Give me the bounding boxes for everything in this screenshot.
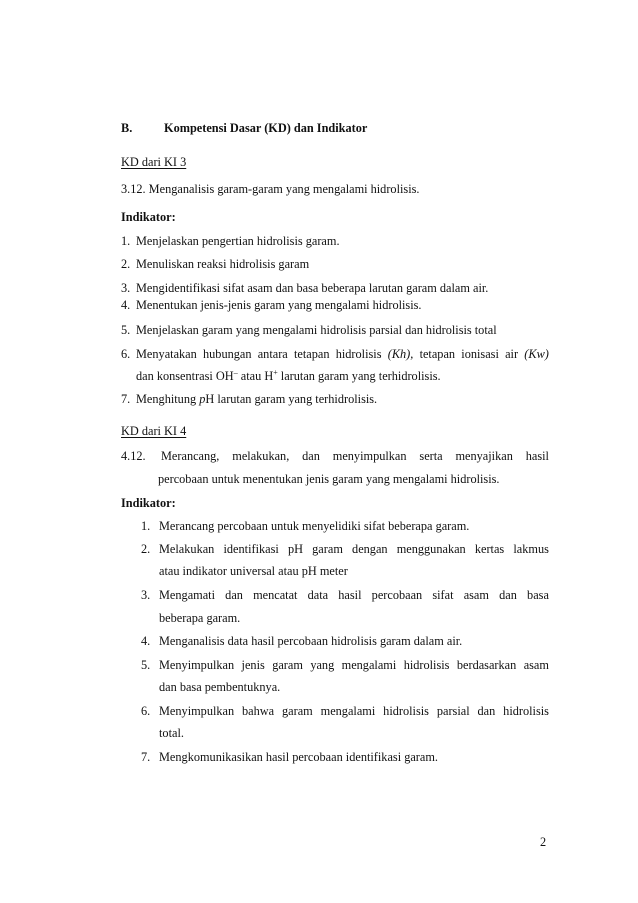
text: larutan garam yang terhidrolisis. (277, 369, 441, 383)
list-number: 3. (121, 281, 131, 295)
list-text: Menjelaskan pengertian hidrolisis garam. (136, 234, 340, 248)
word: Merancang, (161, 449, 220, 463)
word: basa (527, 588, 549, 602)
word: hidrolisis (403, 658, 450, 672)
kd4-item-5 (141, 657, 549, 673)
word: garam (312, 542, 343, 556)
list-number: 4. (141, 634, 151, 648)
word: data (307, 588, 329, 602)
word: menyimpulkan (332, 449, 407, 463)
list-number: 2. (121, 257, 131, 271)
text: H larutan garam yang terhidrolisis. (205, 392, 378, 406)
word: tetapan (419, 347, 456, 361)
kd4-item-2-cont: atau indikator universal atau pH meter (159, 564, 348, 578)
kd3-item-6-line-2 (136, 368, 441, 384)
text-italic: p (199, 392, 206, 406)
word: hasil (338, 588, 362, 602)
list-text: Menuliskan reaksi hidrolisis garam (136, 257, 310, 271)
kd3-statement (121, 181, 419, 197)
kd4-item-6 (141, 703, 549, 719)
item-line (159, 703, 549, 719)
kd4-indicator-label: Indikator: (121, 496, 176, 510)
kd3-item-1 (121, 233, 340, 249)
kd4-statement-line-1 (121, 448, 549, 464)
word: dan (477, 704, 496, 718)
item-line (159, 587, 549, 603)
page-number: 2 (540, 835, 547, 849)
list-text: Mengidentifikasi sifat asam dan basa beberapa larutan garam dalam air. (136, 281, 489, 295)
kd4-item-1 (141, 518, 469, 534)
word: hidrolisis (335, 347, 382, 361)
word: asam (523, 658, 549, 672)
word: Menyimpulkan (159, 658, 235, 672)
word: menggunakan (396, 542, 466, 556)
word: hubungan (203, 347, 252, 361)
word: mengalami (341, 658, 397, 672)
kd3-item-2 (121, 256, 309, 272)
word: Mengamati (159, 588, 216, 602)
list-text: Menentukan jenis-jenis garam yang mengalami hidrolisis. (136, 298, 422, 312)
word: (Kw) (524, 347, 549, 361)
kd4-number: 4.12. (121, 449, 146, 463)
kd3-item-7 (121, 391, 377, 407)
word: dengan (352, 542, 388, 556)
kd4-item-3 (141, 587, 549, 603)
kd4-item-5-cont: dan basa pembentuknya. (159, 680, 281, 694)
word: ionisasi (461, 347, 499, 361)
word: mencatat (253, 588, 298, 602)
word: air (505, 347, 519, 361)
word: tetapan (293, 347, 330, 361)
section-title: Kompetensi Dasar (KD) dan Indikator (164, 121, 368, 135)
text: dan konsentrasi OH (136, 369, 234, 383)
list-text: Menganalisis data hasil percobaan hidrolisis garam dalam air. (159, 634, 463, 648)
word: dan (225, 588, 243, 602)
kd4-words (161, 448, 549, 464)
list-number: 7. (121, 392, 131, 406)
word: jenis (241, 658, 265, 672)
word: hidrolisis (383, 704, 429, 718)
word: kertas (474, 542, 505, 556)
kd4-heading: KD dari KI 4 (121, 424, 187, 438)
list-number: 5. (141, 658, 151, 672)
list-text: Merancang percobaan untuk menyelidiki sifat beberapa garam. (159, 519, 470, 533)
word: pH (287, 542, 303, 556)
kd3-text: Menganalisis garam-garam yang mengalami hidrolisis. (148, 182, 420, 196)
kd3-heading: KD dari KI 3 (121, 155, 187, 169)
kd4-statement-line-2: percobaan untuk menentukan jenis garam yang mengalami hidrolisis. (158, 472, 500, 486)
kd3-item-5 (121, 322, 497, 338)
superscript-plus: + (273, 368, 278, 377)
word: asam (463, 588, 489, 602)
word: sifat (432, 588, 454, 602)
word: hidrolisis (503, 704, 549, 718)
kd3-item-3 (121, 280, 488, 296)
word: Menyatakan (136, 347, 197, 361)
kd4-item-2 (141, 541, 549, 557)
word: menyajikan (455, 449, 513, 463)
list-number: 4. (121, 298, 131, 312)
list-number: 1. (141, 519, 151, 533)
list-number: 5. (121, 323, 131, 337)
section-letter: B. (121, 121, 133, 135)
text: Menghitung (136, 392, 200, 406)
word: dan (499, 588, 517, 602)
word: serta (419, 449, 443, 463)
superscript-minus: – (233, 368, 238, 377)
word: mengalami (320, 704, 376, 718)
word: percobaan (371, 588, 423, 602)
kd3-item-4 (121, 297, 422, 313)
kd4-item-3-cont: beberapa garam. (159, 611, 241, 625)
word: melakukan, (232, 449, 290, 463)
word: berdasarkan (456, 658, 517, 672)
item-6-line-1 (136, 346, 549, 362)
list-number: 7. (141, 750, 151, 764)
kd4-item-6-cont: total. (159, 726, 184, 740)
text: atau H (237, 369, 274, 383)
word: dan (302, 449, 320, 463)
word: identifikasi (223, 542, 279, 556)
word: Menyimpulkan (159, 704, 235, 718)
word: antara (257, 347, 288, 361)
word: garam (282, 704, 313, 718)
item-line (159, 541, 549, 557)
list-text: Mengkomunikasikan hasil percobaan identifikasi garam. (159, 750, 438, 764)
word: garam (272, 658, 303, 672)
word: yang (310, 658, 335, 672)
list-text: Menjelaskan garam yang mengalami hidrolisis parsial dan hidrolisis total (136, 323, 497, 337)
kd4-item-7 (141, 749, 438, 765)
word: lakmus (513, 542, 549, 556)
word: Melakukan (159, 542, 215, 556)
item-line (159, 657, 549, 673)
kd4-item-4 (141, 633, 462, 649)
word: bahwa (242, 704, 275, 718)
list-number: 1. (121, 234, 131, 248)
word: hasil (525, 449, 549, 463)
kd3-number: 3.12. (121, 182, 146, 196)
list-number: 3. (141, 588, 151, 602)
kd3-indicator-label: Indikator: (121, 210, 176, 224)
list-number: 2. (141, 542, 151, 556)
list-number: 6. (121, 347, 131, 361)
word: parsial (436, 704, 470, 718)
list-number: 6. (141, 704, 151, 718)
kd3-item-6 (121, 346, 549, 362)
word: (Kh), (387, 347, 414, 361)
